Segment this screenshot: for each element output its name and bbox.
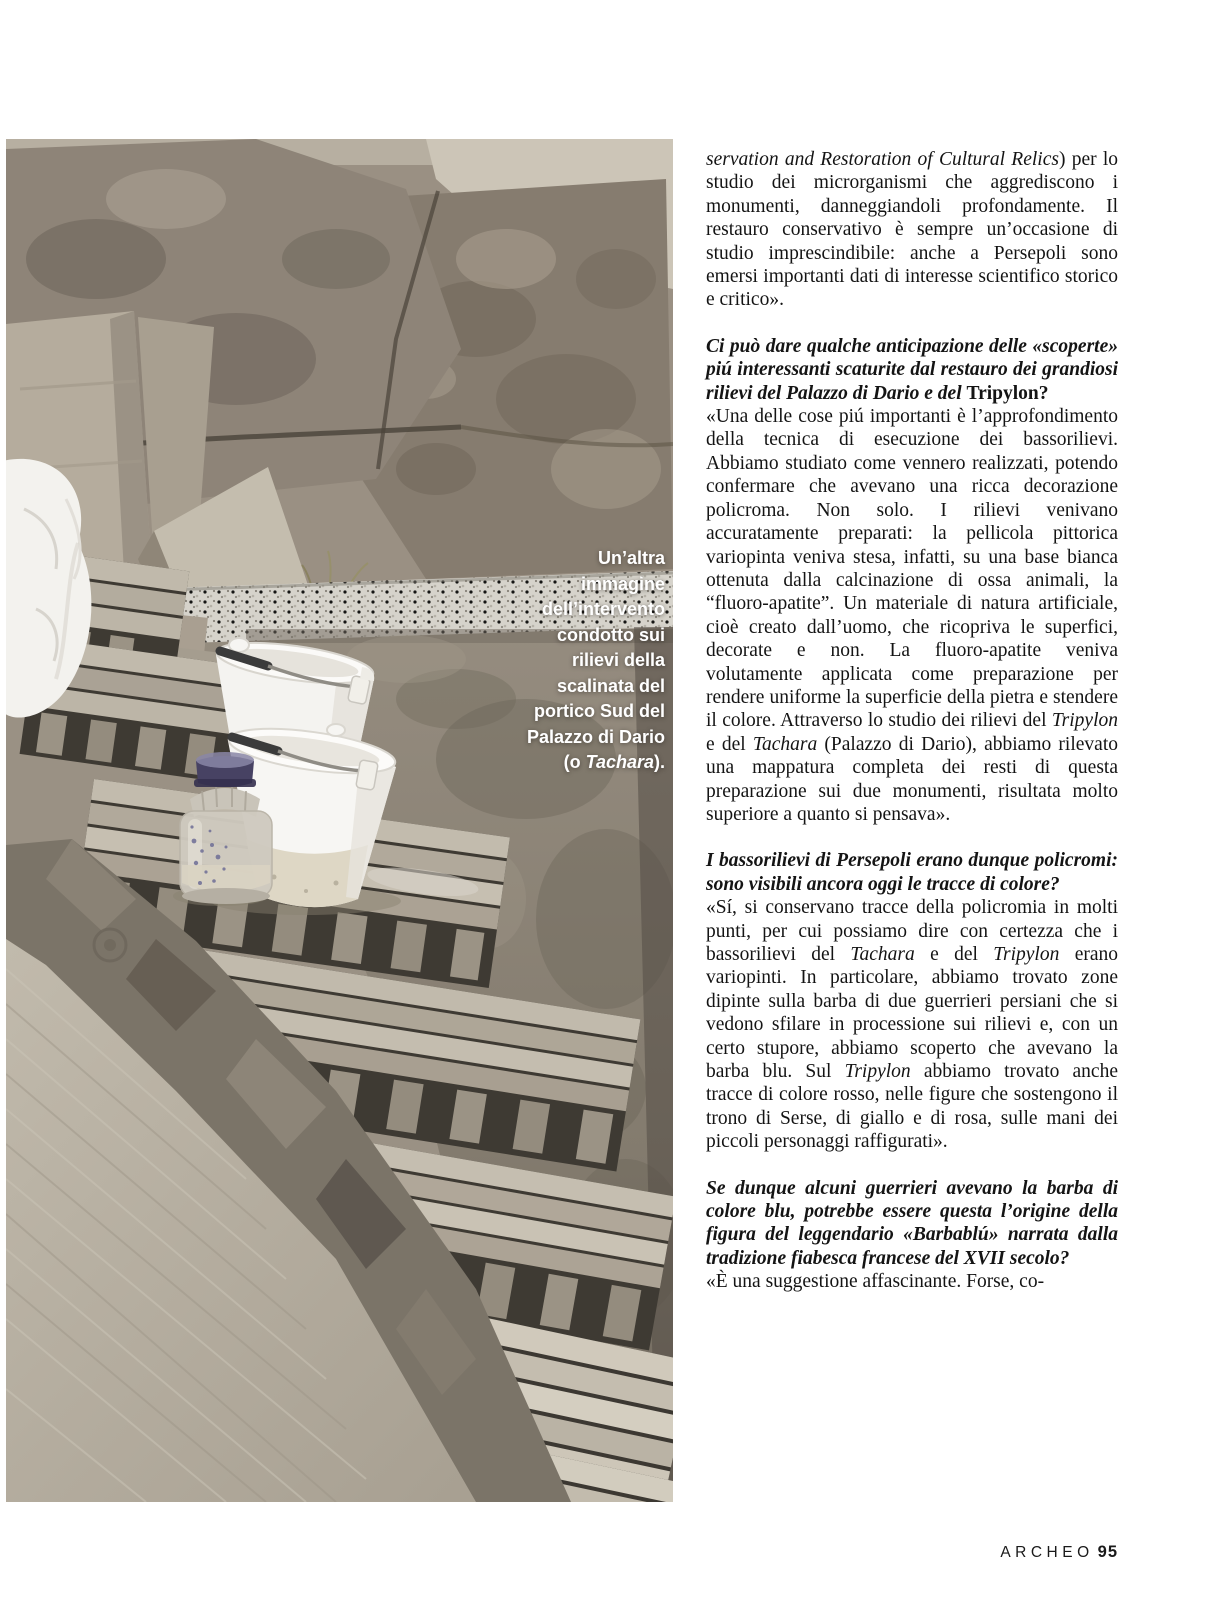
article-column [706,148,1118,1294]
article-paragraph [706,148,1118,312]
article-paragraph [706,405,1118,826]
text-segment: rilievi della [571,650,665,670]
caption-line [435,546,665,572]
text-segment: erano variopinti. In particolare, abbiamo trovato zone dipinte sulla barba di due guerrieri persiani che si vedono sfilare in processione sui rilievi e, con un certo stupore, abbiamo scoperto che avevano la barba blu. Sul [706,944,1119,1083]
text-segment: ) per lo studio dei microrganismi che aggrediscono i monumenti, danneggiandoli profondamente. Il restauro conservativo è sempre un’occasione di studio imprescindibile: anche a Persepoli sono emersi importanti dati di interesse scientifico storico e critico». [706,149,1118,311]
interview-question [706,335,1118,405]
text-segment: «È una suggestione affascinante. Forse, co- [706,1271,1045,1293]
text-segment: «Una delle cose piú importanti è l’approfondimento della tecnica di esecuzione dei bassorilievi. Abbiamo studiato come vennero realizzati, potendo confermare che avevano una ricca decorazione policroma. Non solo. I rilievi venivano accuratamente preparati: la pellicola pittorica variopinta veniva stesa, infatti, su una base bianca ottenuta dalla calcinazione di ossa animali, la “fluoro-apatite”. Un materiale di natura artificiale, cioè creato dall’uomo, che ricopriva le superfici, decorate e non. La fluoro-apatite veniva volutamente applicata come preparazione per rendere uniforme la superficie della pietra e stendere il colore. Attraverso lo studio dei rilievi del [706,406,1118,732]
caption-line [435,572,665,598]
text-segment: Tachara [850,944,915,965]
photo-illustration [6,139,673,1502]
page-number: 95 [1097,1543,1118,1561]
photo-caption [435,546,665,776]
caption-line [435,750,665,776]
text-segment: condotto sui [557,624,665,645]
text-segment: Ci può dare qualche anticipazione delle «scoperte» piú interessanti scaturite dal restauro dei grandiosi rilievi del Palazzo di Dario e del [706,335,1118,404]
text-segment: Tachara [585,752,654,772]
text-segment: Tripylon [844,1061,911,1083]
text-segment: portico Sud del [533,701,665,721]
caption-line [435,725,665,751]
caption-line [435,597,665,623]
caption-line [435,648,665,674]
text-segment: abbiamo trovato anche tracce di colore rosso, nelle figure che sostengono il trono di Serse, di giallo e di rosa, sulle mani dei piccoli personaggi raffigurati». [706,1061,1118,1153]
photo-persepolis-steps [6,139,673,1502]
text-segment: dell’intervento [541,599,665,619]
text-segment: e del [914,944,994,965]
text-segment: servation and Restoration of Cultural Relics [706,149,1059,170]
text-segment: ). [654,752,665,772]
text-segment: Palazzo di Dario [526,726,665,747]
article-paragraph [706,896,1118,1153]
text-segment: immagine [580,573,665,594]
article-paragraph [706,1270,1118,1293]
caption-line [435,674,665,700]
interview-question [706,849,1118,896]
text-segment: Tachara [752,733,818,755]
text-segment: Tripylon? [966,382,1049,404]
page-footer [1000,1543,1118,1562]
caption-line [435,699,665,725]
text-segment: Tripylon [1051,710,1118,732]
text-segment: (Palazzo di Dario), abbiamo rilevato una mappatura completa dei resti di questa preparazione sui due monumenti, risultata molto superiore a quanto si pensava». [706,733,1118,825]
text-segment: (o [563,752,586,772]
text-segment: scalinata del [556,675,665,696]
text-segment: Se dunque alcuni guerrieri avevano la barba di colore blu, potrebbe essere questa l’origine della figura del leggendario «Barbablú» narrata dalla tradizione fiabesca francese del XVII secolo? [706,1177,1118,1269]
text-segment: I bassorilievi di Persepoli erano dunque policromi: sono visibili ancora oggi le tracce di colore? [706,850,1118,895]
caption-line [435,623,665,649]
interview-question [706,1177,1118,1271]
magazine-name: ARCHEO [1000,1544,1094,1561]
text-segment: Tripylon [993,944,1060,965]
text-segment: e del [706,733,753,755]
text-segment: Un’altra [597,548,665,568]
text-segment: «Sí, si conservano tracce della policromia in molti punti, per cui possiamo dire con certezza che i bassorilievi del [706,897,1118,965]
